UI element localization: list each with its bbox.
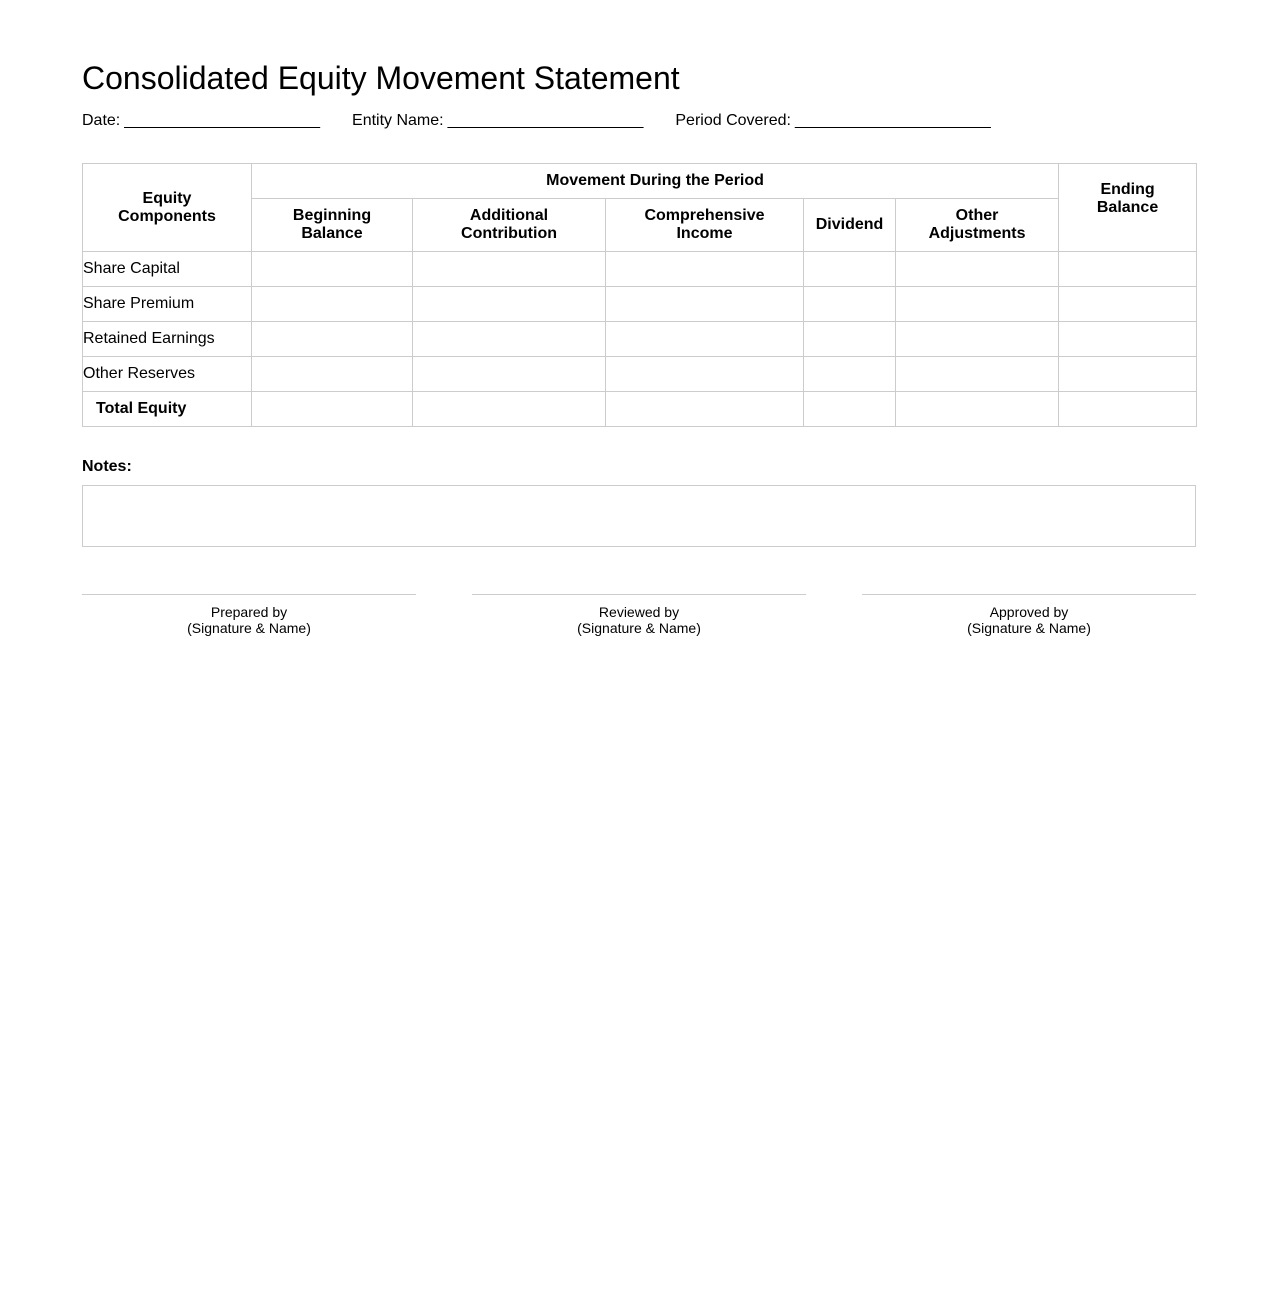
cell-dividend[interactable] [804,392,896,427]
signature-hint: (Signature & Name) [187,620,311,636]
cell-beginning-balance[interactable] [252,357,413,392]
cell-comprehensive-income[interactable] [606,357,804,392]
cell-comprehensive-income[interactable] [606,322,804,357]
entity-name-blank[interactable]: ______________________ [447,112,644,129]
table-row-other-reserves [83,357,1197,392]
cell-comprehensive-income[interactable] [606,392,804,427]
notes-label: Notes: [82,458,132,475]
cell-additional-contribution[interactable] [413,287,606,322]
page-title: Consolidated Equity Movement Statement [82,60,680,96]
cell-additional-contribution[interactable] [413,322,606,357]
signature-approved-by[interactable] [862,594,1196,636]
header-beginning-balance: Beginning Balance [252,199,413,252]
table-row-share-premium [83,287,1197,322]
entity-name-label: Entity Name: [352,112,444,129]
signature-role: Approved by [989,604,1069,620]
header-fields [82,111,1023,131]
date-blank[interactable]: ______________________ [124,112,321,129]
equity-movement-table [82,163,1197,427]
cell-beginning-balance[interactable] [252,322,413,357]
header-ending-balance: Ending Balance [1059,164,1197,252]
row-label: Share Capital [83,252,252,287]
cell-beginning-balance[interactable] [252,252,413,287]
row-label: Share Premium [83,287,252,322]
cell-other-adjustments[interactable] [896,322,1059,357]
header-dividend: Dividend [804,199,896,252]
period-covered-blank[interactable]: ______________________ [795,112,991,129]
cell-dividend[interactable] [804,252,896,287]
row-label: Other Reserves [83,357,252,392]
header-equity-components: Equity Components [83,164,252,252]
cell-ending-balance[interactable] [1059,252,1197,287]
cell-beginning-balance[interactable] [252,392,413,427]
cell-other-adjustments[interactable] [896,252,1059,287]
cell-other-adjustments[interactable] [896,357,1059,392]
signature-hint: (Signature & Name) [967,620,1091,636]
cell-dividend[interactable] [804,287,896,322]
cell-ending-balance[interactable] [1059,392,1197,427]
cell-dividend[interactable] [804,322,896,357]
notes-box[interactable] [82,485,1196,547]
cell-ending-balance[interactable] [1059,357,1197,392]
signature-role: Prepared by [210,604,288,620]
row-label: Retained Earnings [83,322,252,357]
cell-other-adjustments[interactable] [896,392,1059,427]
cell-comprehensive-income[interactable] [606,287,804,322]
period-covered-label: Period Covered: [675,112,791,129]
cell-dividend[interactable] [804,357,896,392]
cell-additional-contribution[interactable] [413,357,606,392]
signature-reviewed-by[interactable] [472,594,806,636]
signature-role: Reviewed by [598,604,680,620]
period-covered-field[interactable] [675,111,990,131]
cell-ending-balance[interactable] [1059,322,1197,357]
table-row-retained-earnings [83,322,1197,357]
header-movement-group: Movement During the Period [252,164,1059,199]
signature-prepared-by[interactable] [82,594,416,636]
table-row-share-capital [83,252,1197,287]
header-comprehensive-income: Comprehensive Income [606,199,804,252]
row-label-total: Total Equity [83,392,252,427]
table-row-total-equity [83,392,1197,427]
cell-comprehensive-income[interactable] [606,252,804,287]
cell-additional-contribution[interactable] [413,252,606,287]
signature-hint: (Signature & Name) [577,620,701,636]
entity-name-field[interactable] [352,111,643,131]
date-label: Date: [82,112,121,129]
header-additional-contribution: Additional Contribution [413,199,606,252]
cell-other-adjustments[interactable] [896,287,1059,322]
cell-additional-contribution[interactable] [413,392,606,427]
date-field[interactable] [82,111,320,131]
cell-beginning-balance[interactable] [252,287,413,322]
header-other-adjustments: Other Adjustments [896,199,1059,252]
cell-ending-balance[interactable] [1059,287,1197,322]
